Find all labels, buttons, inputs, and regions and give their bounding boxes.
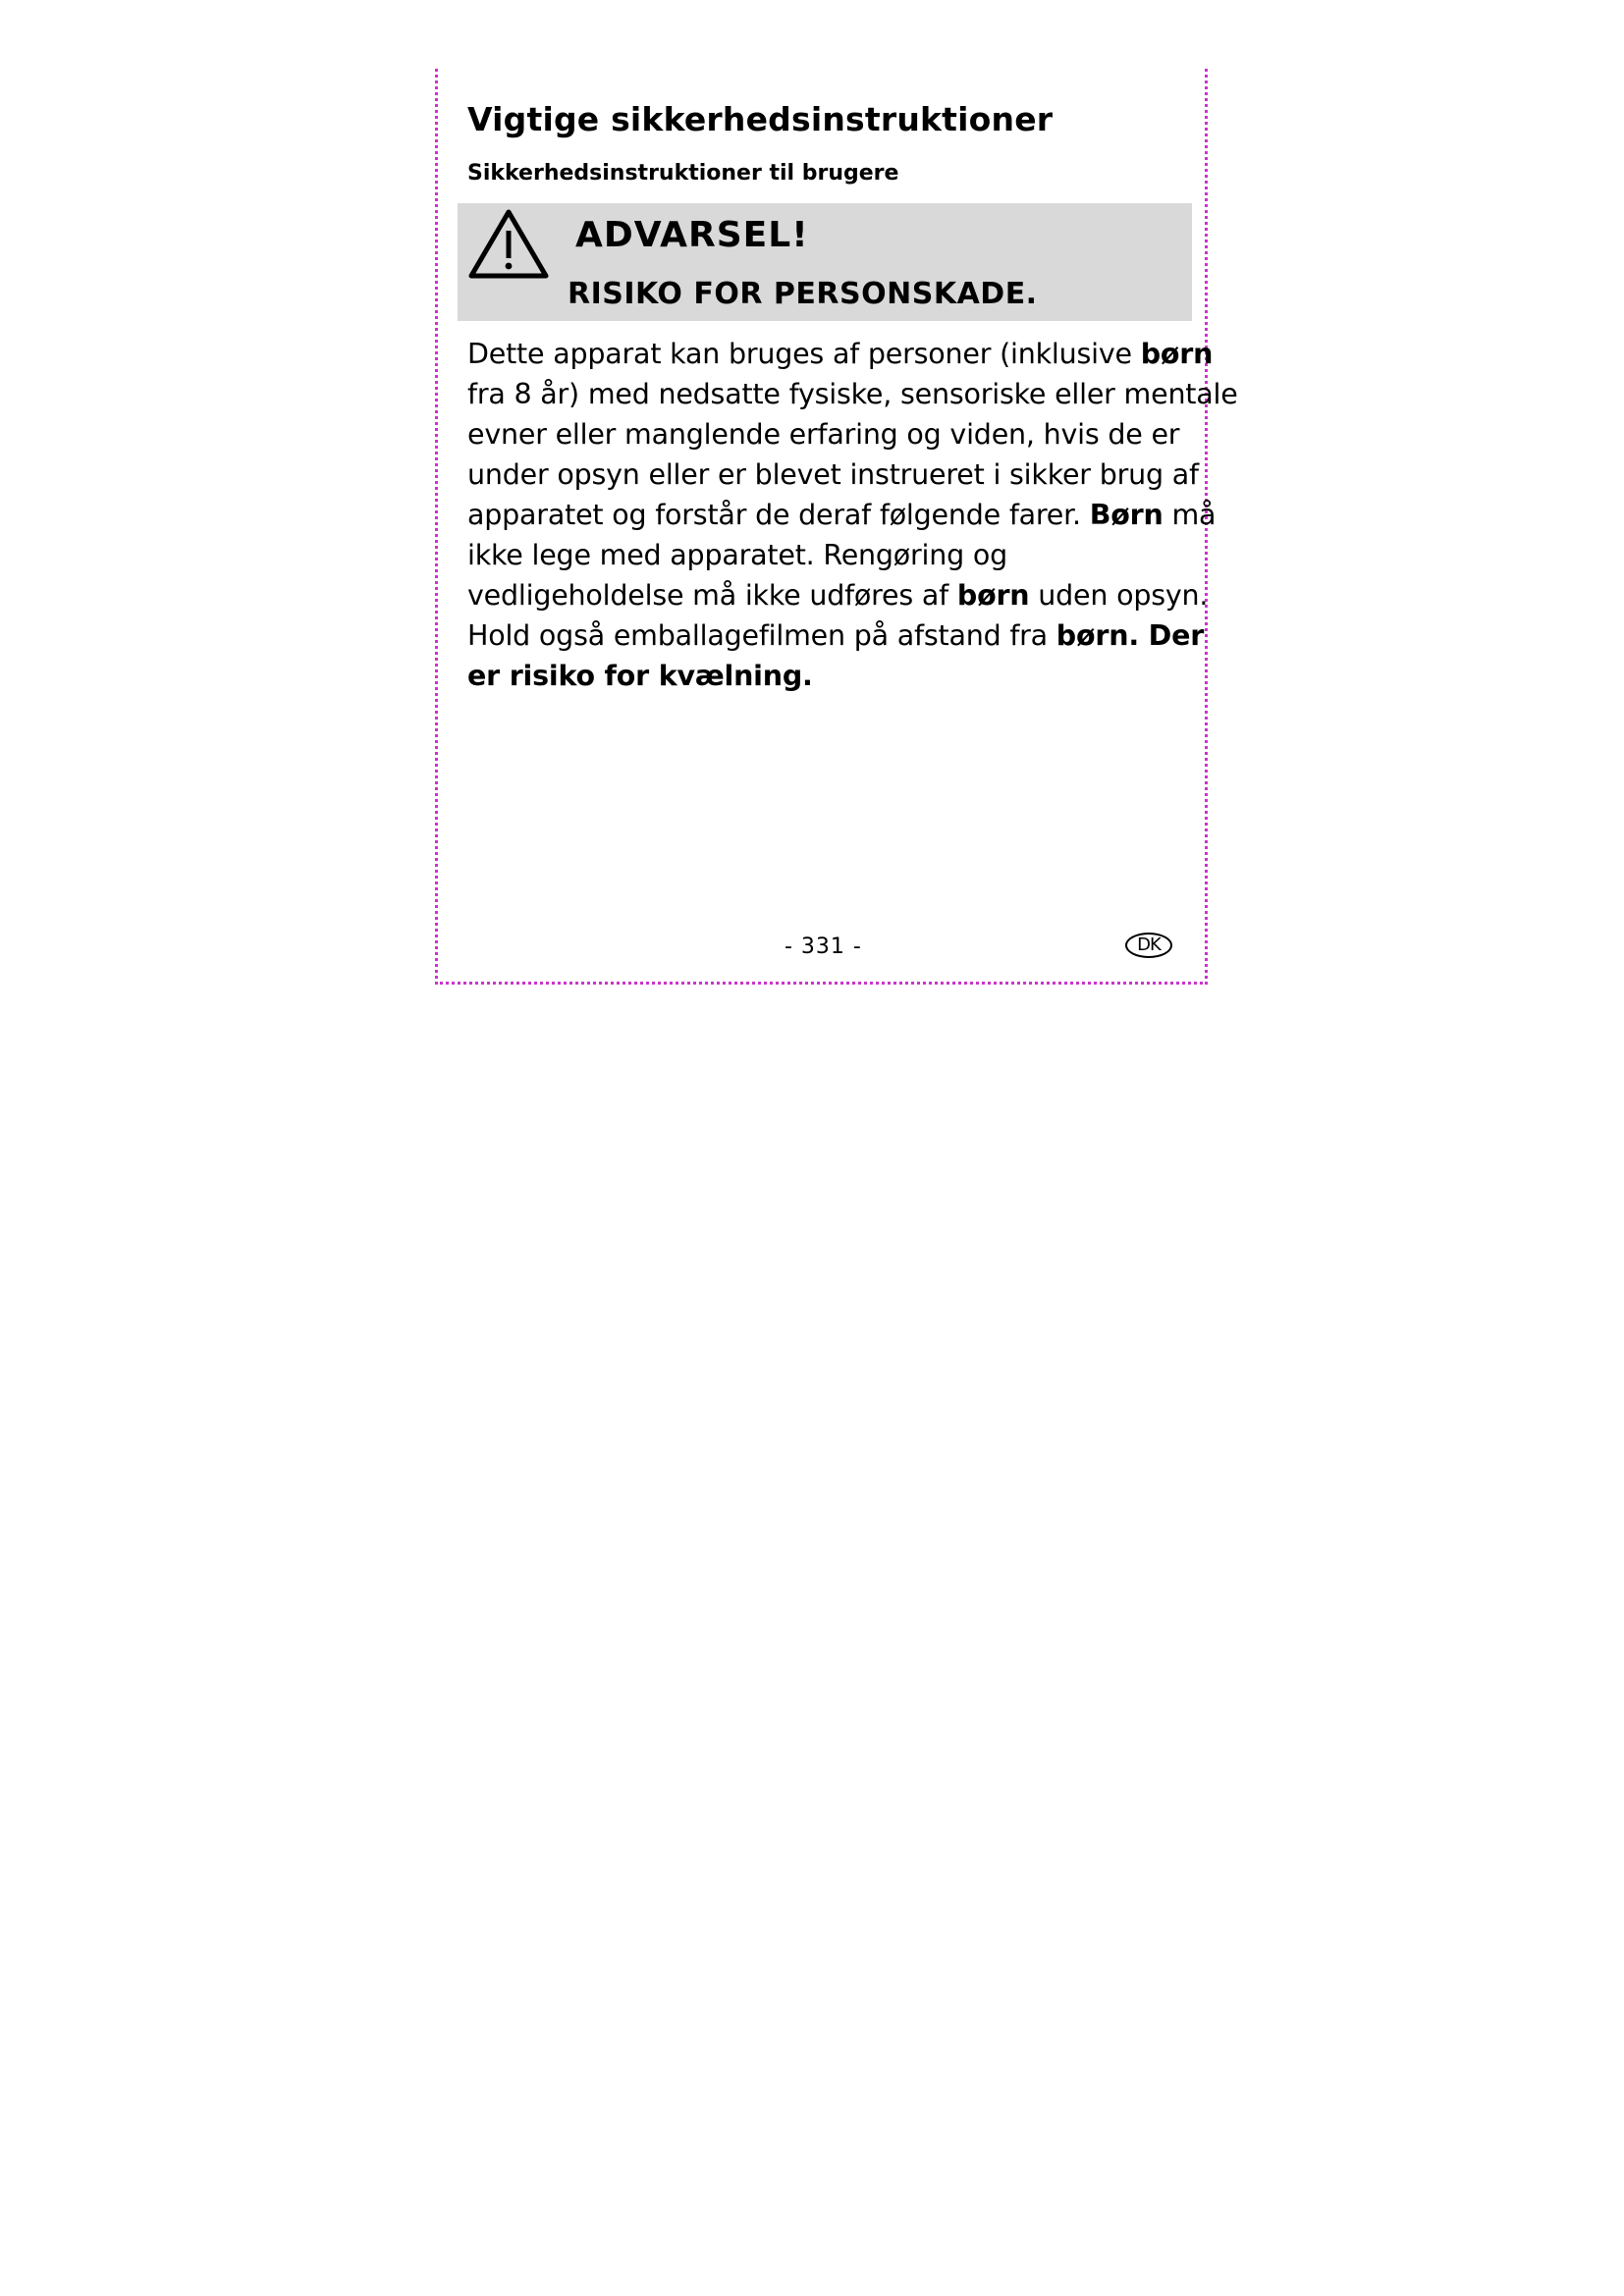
language-badge: DK xyxy=(1125,933,1172,958)
body-text-segment: ikke lege med apparatet. Rengøring og xyxy=(467,539,1008,571)
warning-box xyxy=(458,203,1192,321)
body-line xyxy=(467,656,1184,696)
warning-subtitle: RISIKO FOR PERSONSKADE. xyxy=(568,277,1038,311)
body-emphasis: Børn xyxy=(1089,499,1164,531)
body-text-segment: Hold også emballagefilmen på afstand fra xyxy=(467,619,1056,652)
warning-triangle-icon xyxy=(467,207,550,282)
body-text-segment: uden opsyn. xyxy=(1029,579,1209,612)
body-text-segment: fra 8 år) med nedsatte fysiske, sensoriske eller mentale xyxy=(467,378,1238,410)
body-emphasis: børn. Der xyxy=(1056,619,1205,652)
body-line xyxy=(467,575,1209,615)
warning-title: ADVARSEL! xyxy=(575,215,809,255)
body-text-segment: Dette apparat kan bruges af personer (inklusive xyxy=(467,338,1141,370)
section-heading: Vigtige sikkerhedsinstruktioner xyxy=(467,100,1054,138)
body-text-segment: under opsyn eller er blevet instrueret i sikker brug af xyxy=(467,458,1199,491)
body-line xyxy=(467,374,1238,414)
section-subheading: Sikkerhedsinstruktioner til brugere xyxy=(467,161,899,186)
body-line xyxy=(467,615,1205,656)
body-line xyxy=(467,334,1214,374)
body-line xyxy=(467,495,1217,535)
body-text-segment: vedligeholdelse må ikke udføres af xyxy=(467,579,957,612)
body-emphasis: er risiko for kvælning. xyxy=(467,660,813,692)
page-number: - 331 - xyxy=(785,934,862,959)
page-frame xyxy=(435,69,1238,985)
body-line xyxy=(467,454,1199,495)
body-text-segment: apparatet og forstår de deraf følgende farer. xyxy=(467,499,1090,531)
body-text-segment: evner eller manglende erfaring og viden, hvis de er xyxy=(467,418,1180,451)
body-emphasis: børn xyxy=(1140,338,1214,370)
body-emphasis: børn xyxy=(956,579,1030,612)
body-text-segment: må xyxy=(1163,499,1217,531)
body-line xyxy=(467,535,1184,575)
body-line xyxy=(467,414,1184,454)
body-paragraph xyxy=(467,334,1238,696)
